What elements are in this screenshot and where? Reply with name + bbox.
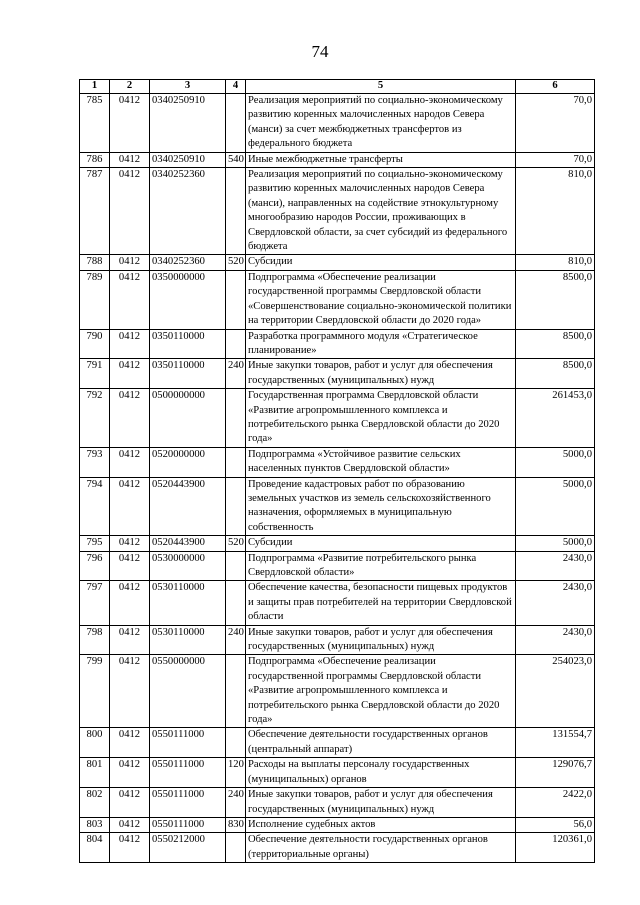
expense-type-cell (226, 168, 246, 255)
row-number-cell: 795 (80, 536, 110, 551)
row-number-cell: 798 (80, 625, 110, 655)
amount-cell: 2430,0 (516, 551, 595, 581)
amount-cell: 70,0 (516, 94, 595, 153)
row-number-cell: 793 (80, 447, 110, 477)
expense-type-cell: 830 (226, 817, 246, 832)
row-number-cell: 799 (80, 655, 110, 728)
table-body (80, 94, 595, 863)
section-code-cell: 0412 (110, 758, 150, 788)
section-code-cell: 0412 (110, 728, 150, 758)
section-code-cell: 0412 (110, 359, 150, 389)
target-article-cell: 0350000000 (150, 270, 226, 329)
table-row (80, 359, 595, 389)
row-number-cell: 789 (80, 270, 110, 329)
row-number-cell: 790 (80, 329, 110, 359)
row-number-cell: 803 (80, 817, 110, 832)
table-row (80, 270, 595, 329)
item-name-cell: Иные межбюджетные трансферты (246, 152, 516, 167)
page-number: 74 (311, 42, 329, 61)
expense-type-cell (226, 477, 246, 536)
target-article-cell: 0340250910 (150, 94, 226, 153)
section-code-cell: 0412 (110, 94, 150, 153)
expense-type-cell (226, 447, 246, 477)
target-article-cell: 0520443900 (150, 477, 226, 536)
target-article-cell: 0340252360 (150, 168, 226, 255)
amount-cell: 2430,0 (516, 625, 595, 655)
expense-type-cell (226, 389, 246, 448)
target-article-cell: 0550000000 (150, 655, 226, 728)
table-row (80, 817, 595, 832)
expense-type-cell (226, 270, 246, 329)
row-number-cell: 801 (80, 758, 110, 788)
section-code-cell: 0412 (110, 329, 150, 359)
section-code-cell: 0412 (110, 255, 150, 270)
expense-type-cell (226, 581, 246, 625)
amount-cell: 261453,0 (516, 389, 595, 448)
header-row (80, 80, 595, 94)
table-row (80, 255, 595, 270)
expense-type-cell (226, 551, 246, 581)
target-article-cell: 0550111000 (150, 817, 226, 832)
expense-type-cell (226, 728, 246, 758)
item-name-cell: Субсидии (246, 536, 516, 551)
section-code-cell: 0412 (110, 655, 150, 728)
row-number-cell: 787 (80, 168, 110, 255)
section-code-cell: 0412 (110, 477, 150, 536)
section-code-cell: 0412 (110, 833, 150, 863)
expense-type-cell (226, 94, 246, 153)
row-number-cell: 797 (80, 581, 110, 625)
table-row (80, 168, 595, 255)
target-article-cell: 0530110000 (150, 581, 226, 625)
item-name-cell: Иные закупки товаров, работ и услуг для обеспечения государственных (муниципальных) нужд (246, 359, 516, 389)
section-code-cell: 0412 (110, 551, 150, 581)
expense-type-cell (226, 329, 246, 359)
item-name-cell: Проведение кадастровых работ по образованию земельных участков из земель сельскохозяйственного назначения, оформляемых в муниципальную собственность (246, 477, 516, 536)
header-cell: 1 (80, 80, 110, 94)
table-row (80, 152, 595, 167)
item-name-cell: Иные закупки товаров, работ и услуг для обеспечения государственных (муниципальных) нужд (246, 788, 516, 818)
table-row (80, 477, 595, 536)
amount-cell: 120361,0 (516, 833, 595, 863)
amount-cell: 2430,0 (516, 581, 595, 625)
header-cell: 3 (150, 80, 226, 94)
item-name-cell: Исполнение судебных актов (246, 817, 516, 832)
item-name-cell: Субсидии (246, 255, 516, 270)
amount-cell: 129076,7 (516, 758, 595, 788)
expense-type-cell: 240 (226, 359, 246, 389)
item-name-cell: Обеспечение деятельности государственных органов (центральный аппарат) (246, 728, 516, 758)
section-code-cell: 0412 (110, 447, 150, 477)
table-row (80, 728, 595, 758)
section-code-cell: 0412 (110, 536, 150, 551)
header-cell: 2 (110, 80, 150, 94)
item-name-cell: Обеспечение деятельности государственных органов (территориальные органы) (246, 833, 516, 863)
item-name-cell: Подпрограмма «Обеспечение реализации государственной программы Свердловской области «Развитие агропромышленного комплекса и потребительского рынка Свердловской области до 2020 года» (246, 655, 516, 728)
target-article-cell: 0550111000 (150, 728, 226, 758)
item-name-cell: Подпрограмма «Развитие потребительского рынка Свердловской области» (246, 551, 516, 581)
row-number-cell: 796 (80, 551, 110, 581)
header-cell: 5 (246, 80, 516, 94)
item-name-cell: Расходы на выплаты персоналу государственных (муниципальных) органов (246, 758, 516, 788)
table-row (80, 329, 595, 359)
amount-cell: 70,0 (516, 152, 595, 167)
row-number-cell: 802 (80, 788, 110, 818)
item-name-cell: Разработка программного модуля «Стратегическое планирование» (246, 329, 516, 359)
target-article-cell: 0350110000 (150, 359, 226, 389)
target-article-cell: 0340250910 (150, 152, 226, 167)
row-number-cell: 788 (80, 255, 110, 270)
amount-cell: 8500,0 (516, 359, 595, 389)
target-article-cell: 0550111000 (150, 788, 226, 818)
budget-table (79, 79, 595, 863)
amount-cell: 810,0 (516, 255, 595, 270)
target-article-cell: 0530000000 (150, 551, 226, 581)
table-row (80, 94, 595, 153)
amount-cell: 254023,0 (516, 655, 595, 728)
table-row (80, 655, 595, 728)
expense-type-cell: 240 (226, 625, 246, 655)
header-cell: 6 (516, 80, 595, 94)
item-name-cell: Государственная программа Свердловской области «Развитие агропромышленного комплекса и потребительского рынка Свердловской области до 2020 года» (246, 389, 516, 448)
table-row (80, 788, 595, 818)
table-row (80, 551, 595, 581)
amount-cell: 5000,0 (516, 477, 595, 536)
item-name-cell: Подпрограмма «Обеспечение реализации государственной программы Свердловской области «Совершенствование социально-экономической политики на территории Свердловской области до 2020 года» (246, 270, 516, 329)
target-article-cell: 0340252360 (150, 255, 226, 270)
section-code-cell: 0412 (110, 817, 150, 832)
row-number-cell: 804 (80, 833, 110, 863)
table-row (80, 389, 595, 448)
amount-cell: 131554,7 (516, 728, 595, 758)
table-row (80, 447, 595, 477)
table-row (80, 625, 595, 655)
target-article-cell: 0550111000 (150, 758, 226, 788)
amount-cell: 5000,0 (516, 536, 595, 551)
section-code-cell: 0412 (110, 168, 150, 255)
item-name-cell: Реализация мероприятий по социально-экономическому развитию коренных малочисленных народов Севера (манси), направленных на содействие этнокультурному многообразию народов России, проживающих в Свердловской области, за счет субсидий из федерального бюджета (246, 168, 516, 255)
target-article-cell: 0500000000 (150, 389, 226, 448)
expense-type-cell: 520 (226, 255, 246, 270)
table-row (80, 581, 595, 625)
section-code-cell: 0412 (110, 270, 150, 329)
section-code-cell: 0412 (110, 152, 150, 167)
expense-type-cell (226, 655, 246, 728)
expense-type-cell: 540 (226, 152, 246, 167)
target-article-cell: 0520443900 (150, 536, 226, 551)
amount-cell: 56,0 (516, 817, 595, 832)
amount-cell: 2422,0 (516, 788, 595, 818)
expense-type-cell: 240 (226, 788, 246, 818)
target-article-cell: 0530110000 (150, 625, 226, 655)
expense-type-cell: 520 (226, 536, 246, 551)
table-row (80, 536, 595, 551)
row-number-cell: 794 (80, 477, 110, 536)
expense-type-cell (226, 833, 246, 863)
item-name-cell: Иные закупки товаров, работ и услуг для обеспечения государственных (муниципальных) нужд (246, 625, 516, 655)
amount-cell: 5000,0 (516, 447, 595, 477)
amount-cell: 8500,0 (516, 329, 595, 359)
row-number-cell: 800 (80, 728, 110, 758)
section-code-cell: 0412 (110, 389, 150, 448)
item-name-cell: Подпрограмма «Устойчивое развитие сельских населенных пунктов Свердловской области» (246, 447, 516, 477)
target-article-cell: 0550212000 (150, 833, 226, 863)
row-number-cell: 791 (80, 359, 110, 389)
header-cell: 4 (226, 80, 246, 94)
row-number-cell: 786 (80, 152, 110, 167)
amount-cell: 810,0 (516, 168, 595, 255)
table-row (80, 758, 595, 788)
item-name-cell: Обеспечение качества, безопасности пищевых продуктов и защиты прав потребителей на территории Свердловской области (246, 581, 516, 625)
item-name-cell: Реализация мероприятий по социально-экономическому развитию коренных малочисленных народов Севера (манси) за счет межбюджетных трансфертов из федерального бюджета (246, 94, 516, 153)
target-article-cell: 0350110000 (150, 329, 226, 359)
section-code-cell: 0412 (110, 581, 150, 625)
table-row (80, 833, 595, 863)
row-number-cell: 785 (80, 94, 110, 153)
section-code-cell: 0412 (110, 788, 150, 818)
expense-type-cell: 120 (226, 758, 246, 788)
amount-cell: 8500,0 (516, 270, 595, 329)
section-code-cell: 0412 (110, 625, 150, 655)
row-number-cell: 792 (80, 389, 110, 448)
target-article-cell: 0520000000 (150, 447, 226, 477)
